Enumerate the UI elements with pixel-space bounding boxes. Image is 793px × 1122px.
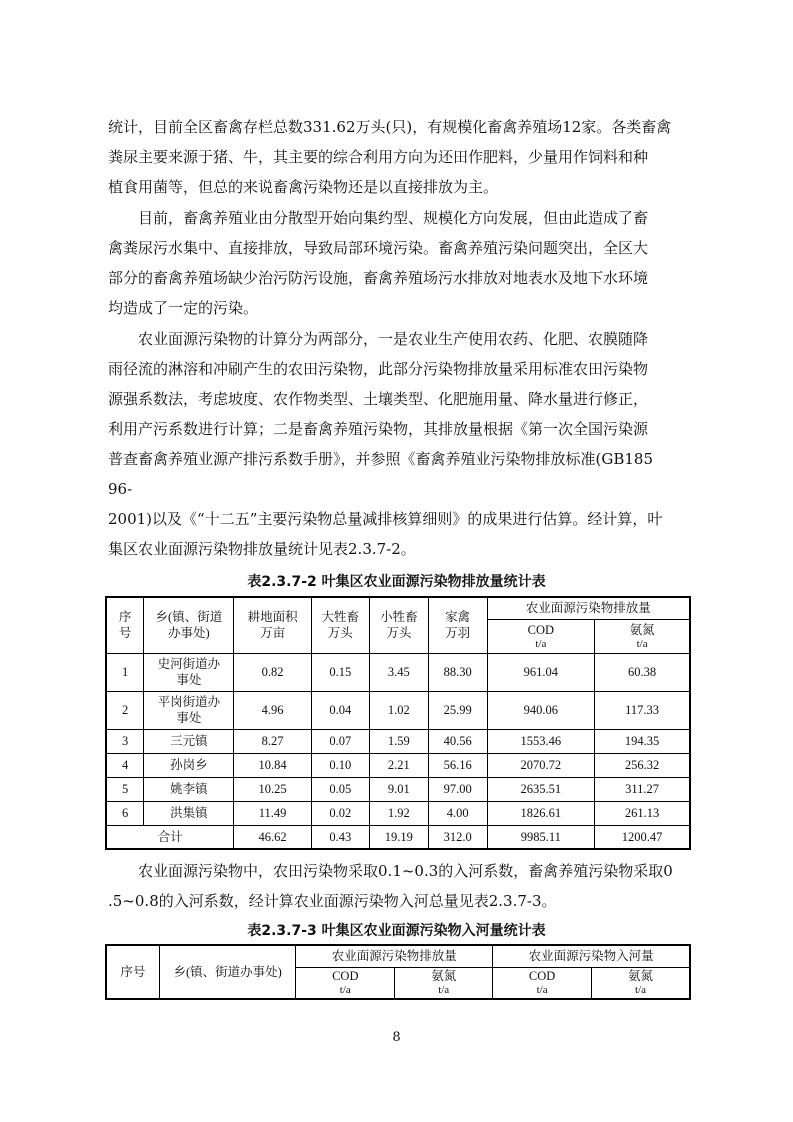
cell-large: 0.02 [311,801,369,825]
cell-town: 史河街道办 事处 [144,653,234,691]
cell-nh: 261.13 [595,801,690,825]
table2-caption: 表2.3.7-3 叶集区农业面源污染物入河量统计表 [247,923,546,939]
t2-header-seq: 序号 [106,945,159,999]
cell-poultry: 56.16 [428,753,487,777]
header-town: 乡(镇、街道 办事处) [144,597,234,653]
paragraph-line: 统计，目前全区畜禽存栏总数331.62万头(只)，有规模化畜禽养殖场12家。各类畜禽 [108,118,672,136]
total-large-livestock: 0.43 [311,825,369,849]
paragraph-line: 部分的畜禽养殖场缺少治污防污设施，畜禽养殖场污水排放对地表水及地下水环境 [108,269,649,287]
cell-farmland: 0.82 [234,653,311,691]
total-cod: 9985.11 [487,825,595,849]
t2-header-emission-cod [296,967,395,999]
t2-header-emission-ammonia [395,967,493,999]
paragraph-line: .5~0.8的入河系数，经计算农业面源污染物入河总量见表2.3.7-3。 [108,892,557,910]
paragraph-line: 利用产污系数进行计算；二是畜禽养殖污染物，其排放量根据《第一次全国污染源 [108,420,649,438]
cell-nh: 117.33 [595,691,690,729]
header-emission-group: 农业面源污染物排放量 [487,597,690,619]
total-poultry: 312.0 [428,825,487,849]
cell-town: 姚李镇 [144,777,234,801]
cell-town: 平岗街道办 事处 [144,691,234,729]
cell-large: 0.07 [311,729,369,753]
t2-river-ammonia-label: 氨氮 [627,969,653,984]
paragraph-line: 2001)以及《“十二五”主要污染物总量减排核算细则》的成果进行估算。经计算，叶 [108,510,663,528]
cell-small: 1.59 [369,729,428,753]
table-row [106,753,690,777]
t2-header-emission-group: 农业面源污染物排放量 [296,945,493,967]
t2-emission-cod-unit: t/a [339,984,351,997]
cell-small: 3.45 [369,653,428,691]
cell-farmland: 4.96 [234,691,311,729]
paragraph-line: 目前，畜禽养殖业由分散型开始向集约型、规模化方向发展，但由此造成了畜 [108,209,649,227]
paragraph-livestock-pollution [108,203,696,323]
total-farmland: 46.62 [234,825,311,849]
header-cod [487,619,595,653]
cell-seq: 3 [106,729,144,753]
cell-seq: 4 [106,753,144,777]
cell-seq: 5 [106,777,144,801]
paragraph-calculation-method [108,324,696,564]
table1-caption: 表2.3.7-2 叶集区农业面源污染物排放量统计表 [247,574,546,590]
total-small-livestock: 19.19 [369,825,428,849]
cell-large: 0.04 [311,691,369,729]
cell-farmland: 10.25 [234,777,311,801]
paragraph-livestock-stats [108,112,696,202]
cell-town: 三元镇 [144,729,234,753]
paragraph-line: 集区农业面源污染物排放量统计见表2.3.7-2。 [108,540,416,558]
cell-seq: 1 [106,653,144,691]
cell-small: 1.02 [369,691,428,729]
cell-town: 洪集镇 [144,801,234,825]
cell-large: 0.10 [311,753,369,777]
paragraph-line: 96- [108,480,133,498]
cell-nh: 256.32 [595,753,690,777]
cell-large: 0.05 [311,777,369,801]
paragraph-line: 均造成了一定的污染。 [108,299,259,317]
cell-cod: 2070.72 [487,753,595,777]
cell-poultry: 40.56 [428,729,487,753]
cell-small: 2.21 [369,753,428,777]
t2-emission-ammonia-unit: t/a [438,984,450,997]
t2-emission-ammonia-label: 氨氮 [431,969,457,984]
table-row [106,691,690,729]
cell-cod: 1826.61 [487,801,595,825]
cell-nh: 194.35 [595,729,690,753]
paragraph-line: 禽粪尿污水集中、直接排放，导致局部环境污染。畜禽养殖污染问题突出，全区大 [108,239,649,257]
emission-statistics-table [105,596,691,850]
total-ammonia: 1200.47 [595,825,690,849]
cell-small: 1.92 [369,801,428,825]
t2-river-cod-unit: t/a [536,984,548,997]
t2-header-river-group: 农业面源污染物入河量 [493,945,690,967]
river-input-table [105,944,691,1000]
cell-seq: 6 [106,801,144,825]
header-poultry: 家禽 万羽 [428,597,487,653]
paragraph-line: 农业面源污染物中，农田污染物采取0.1~0.3的入河系数，畜禽养殖污染物采取0 [108,862,673,880]
t2-header-town: 乡(镇、街道办事处) [159,945,296,999]
paragraph-line: 粪尿主要来源于猪、牛，其主要的综合利用方向为还田作肥料，少量用作饲料和种 [108,148,649,166]
t2-header-river-cod [493,967,592,999]
cell-poultry: 4.00 [428,801,487,825]
cell-cod: 1553.46 [487,729,595,753]
header-ammonia-label: 氨氮 [629,622,655,637]
total-label: 合计 [106,825,234,849]
table-total-row [106,825,690,849]
header-seq: 序 号 [106,597,144,653]
t2-river-cod-label: COD [528,969,556,984]
header-cod-unit: t/a [535,637,547,650]
paragraph-line: 植食用菌等，但总的来说畜禽污染物还是以直接排放为主。 [108,178,499,196]
paragraph-line: 源强系数法，考虑坡度、农作物类型、土壤类型、化肥施用量、降水量进行修正， [108,390,649,408]
table-row [106,777,690,801]
t2-emission-cod-label: COD [332,969,359,984]
cell-poultry: 97.00 [428,777,487,801]
cell-poultry: 25.99 [428,691,487,729]
paragraph-line: 雨径流的淋溶和冲刷产生的农田污染物，此部分污染物排放量采用标准农田污染物 [108,360,649,378]
header-large-livestock: 大牲畜 万头 [311,597,369,653]
cell-town: 孙岗乡 [144,753,234,777]
paragraph-line: 农业面源污染物的计算分为两部分，一是农业生产使用农药、化肥、农膜随降 [108,330,649,348]
t2-river-ammonia-unit: t/a [634,984,646,997]
cell-cod: 2635.51 [487,777,595,801]
header-small-livestock: 小牲畜 万头 [369,597,428,653]
cell-poultry: 88.30 [428,653,487,691]
cell-farmland: 10.84 [234,753,311,777]
table-row [106,801,690,825]
paragraph-river-coefficients [108,856,696,916]
header-ammonia [595,619,690,653]
t2-header-river-ammonia [591,967,690,999]
cell-cod: 940.06 [487,691,595,729]
cell-large: 0.15 [311,653,369,691]
table-row [106,653,690,691]
table-row [106,729,690,753]
cell-farmland: 11.49 [234,801,311,825]
cell-nh: 311.27 [595,777,690,801]
cell-nh: 60.38 [595,653,690,691]
cell-cod: 961.04 [487,653,595,691]
header-farmland: 耕地面积 万亩 [234,597,311,653]
cell-seq: 2 [106,691,144,729]
cell-farmland: 8.27 [234,729,311,753]
paragraph-line: 普查畜禽养殖业源产排污系数手册》，并参照《畜禽养殖业污染物排放标准(GB185 [108,450,653,468]
page-number: 8 [392,1030,401,1045]
cell-small: 9.01 [369,777,428,801]
emission-table-body [106,653,690,825]
header-ammonia-unit: t/a [636,637,648,650]
header-cod-label: COD [527,622,555,637]
